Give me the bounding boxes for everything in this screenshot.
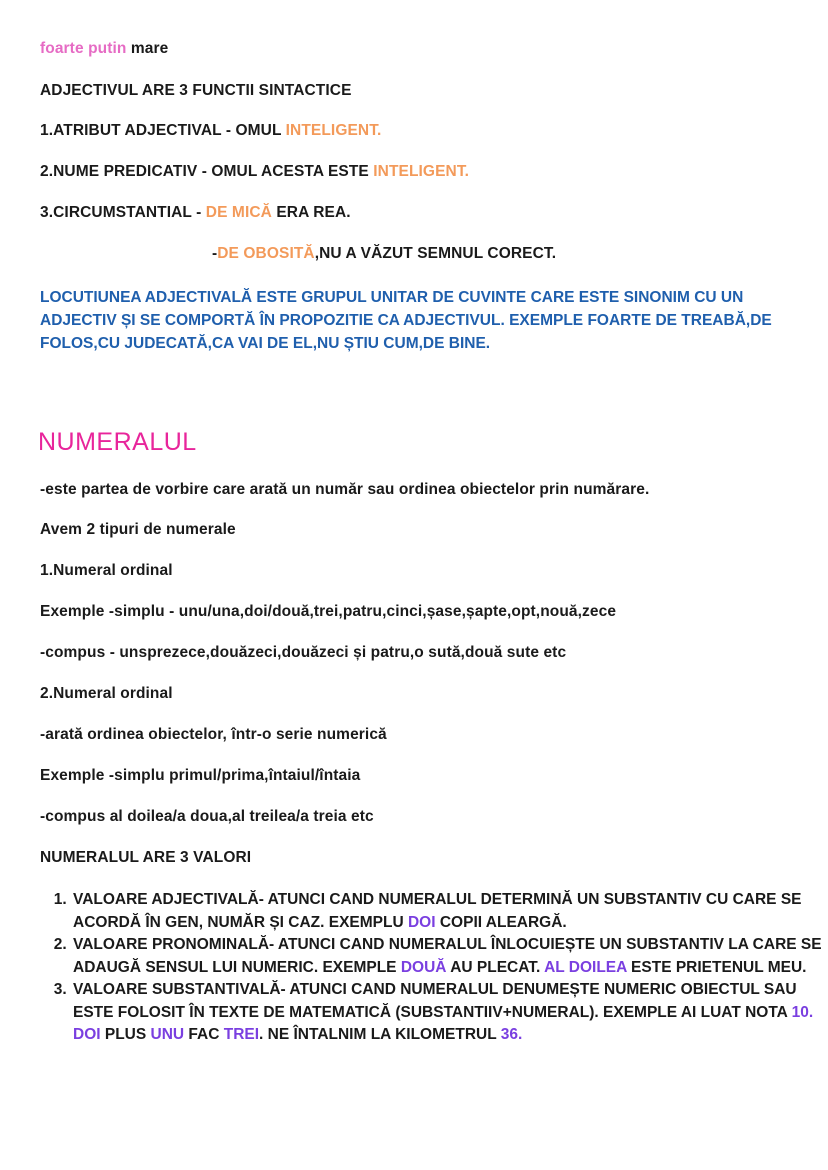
numeral-types-intro: Avem 2 tipuri de numerale bbox=[40, 521, 236, 538]
type2-compound-examples: -compus al doilea/a doua,al treilea/a treia etc bbox=[40, 808, 374, 825]
locution-paragraph: LOCUTIUNEA ADJECTIVALĂ ESTE GRUPUL UNITAR DE CUVINTE CARE ESTE SINONIM CU UN ADJECTIV ȘI SE COMPORTĂ ÎN PROPOZITIE CA ADJECTIVUL. EXEMPLE FOARTE DE TREABĂ,DE FOLOS,CU JUDECATĂ,CA VAI DE EL,NU ȘTIU CUM,DE BINE. bbox=[40, 289, 772, 352]
function-label: 3.CIRCUMSTANTIAL - bbox=[40, 204, 206, 221]
function-suffix: ERA REA. bbox=[271, 204, 351, 221]
function-item-continuation bbox=[212, 245, 556, 263]
function-item bbox=[40, 122, 381, 140]
function-item bbox=[40, 163, 469, 181]
value-text: VALOARE PRONOMINALĂ- ATUNCI CAND NUMERALUL ÎNLOCUIEȘTE UN SUBSTANTIV LA CARE SE ADAUGĂ SENSUL LUI NUMERIC. EXEMPLE bbox=[73, 936, 822, 976]
type1-compound-examples: -compus - unsprezece,douăzeci,douăzeci și patru,o sută,două sute etc bbox=[40, 644, 567, 661]
value-item-substantival bbox=[71, 979, 828, 1047]
value-example-highlight: UNU bbox=[150, 1026, 185, 1043]
type1-simple-examples: Exemple -simplu - unu/una,doi/două,trei,patru,cinci,șase,șapte,opt,nouă,zece bbox=[40, 603, 617, 620]
section-heading: NUMERALUL bbox=[38, 428, 197, 456]
function-label: - bbox=[212, 245, 218, 262]
value-text: ESTE PRIETENUL MEU. bbox=[626, 958, 807, 976]
functions-title: ADJECTIVUL ARE 3 FUNCTII SINTACTICE bbox=[40, 82, 352, 99]
value-example-highlight: DOUĂ bbox=[400, 958, 447, 976]
function-example: INTELIGENT. bbox=[373, 163, 470, 180]
values-list bbox=[40, 889, 828, 1047]
value-text: COPII ALEARGĂ. bbox=[435, 913, 567, 931]
degree-adjective: mare bbox=[126, 40, 169, 57]
value-example-highlight: DOI bbox=[73, 1026, 101, 1043]
value-text: VALOARE ADJECTIVALĂ- ATUNCI CAND NUMERALUL DETERMINĂ UN SUBSTANTIV CU CARE SE ACORDĂ ÎN GEN, NUMĂR ȘI CAZ. EXEMPLU bbox=[73, 891, 802, 931]
type2-definition: -arată ordinea obiectelor, într-o serie numerică bbox=[40, 726, 387, 743]
value-item-adjectival bbox=[71, 889, 828, 934]
type1-title: 1.Numeral ordinal bbox=[40, 562, 173, 579]
value-text: AU PLECAT. bbox=[446, 958, 545, 976]
function-suffix: ,NU A VĂZUT SEMNUL CORECT. bbox=[314, 245, 557, 262]
value-text: . NE ÎNTALNIM LA KILOMETRUL bbox=[259, 1026, 501, 1043]
value-example-highlight: AL DOILEA bbox=[544, 958, 627, 976]
degree-adverb: foarte putin bbox=[40, 40, 127, 57]
function-label: 2.NUME PREDICATIV - OMUL ACESTA ESTE bbox=[40, 163, 374, 180]
value-item-pronominal bbox=[71, 934, 828, 979]
value-text: FAC bbox=[184, 1026, 224, 1043]
degree-line bbox=[40, 40, 168, 58]
function-label: 1.ATRIBUT ADJECTIVAL - OMUL bbox=[40, 122, 286, 139]
value-example-highlight: 36. bbox=[500, 1026, 523, 1043]
value-example-highlight: DOI bbox=[407, 913, 436, 931]
function-item bbox=[40, 204, 351, 222]
value-text: VALOARE SUBSTANTIVALĂ- ATUNCI CAND NUMERALUL DENUMEȘTE NUMERIC OBIECTUL SAU ESTE FOLOSIT ÎN TEXTE DE MATEMATICĂ (SUBSTANTIIV+NUMERAL). EXEMPLE AI LUAT NOTA bbox=[73, 981, 797, 1021]
type2-title: 2.Numeral ordinal bbox=[40, 685, 173, 702]
value-text: PLUS bbox=[100, 1026, 151, 1043]
function-example: DE MICĂ bbox=[205, 204, 272, 221]
function-example: INTELIGENT. bbox=[285, 122, 382, 139]
values-title: NUMERALUL ARE 3 VALORI bbox=[40, 849, 252, 866]
function-example: DE OBOSITĂ bbox=[217, 245, 315, 262]
numeral-definition: -este partea de vorbire care arată un număr sau ordinea obiectelor prin numărare. bbox=[40, 481, 650, 498]
type2-simple-examples: Exemple -simplu primul/prima,întaiul/întaia bbox=[40, 767, 361, 784]
value-example-highlight: TREI bbox=[223, 1026, 260, 1043]
value-example-highlight: 10. bbox=[791, 1003, 814, 1021]
